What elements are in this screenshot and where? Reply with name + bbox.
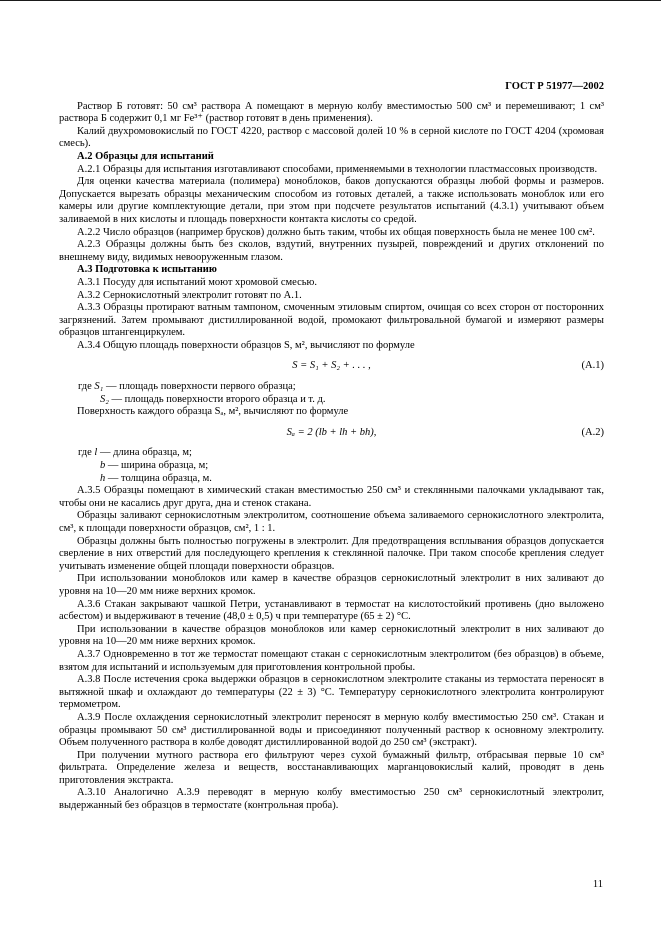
definition-text: — площадь поверхности второго образца и т. д. [108,393,326,405]
definition-text: — ширина образца, м; [105,460,209,472]
definition-variable: b [100,460,106,472]
definition-list [59,447,604,485]
definition-line [59,460,604,473]
paragraph: А.3.5 Образцы помещают в химический стакан вместимостью 250 см³ и стеклянными палочками укладывают так, чтобы они не касались друг друга, дна и стенок стакана. [59,485,604,509]
definition-text: — толщина образца, м. [105,472,212,484]
formula-number: (А.2) [581,426,604,438]
definition-line [59,447,604,460]
paragraph: Поверхность каждого образца Sₐ, м², вычисляют по формуле [77,406,349,418]
paragraph: Образцы заливают сернокислотным электролитом, соотношение объема заливаемого сернокислотного электролита, см³, к площади поверхности образцов, см², 1 : 1. [59,510,604,534]
paragraph: А.3.3 Образцы протирают ватным тампоном, смоченным этиловым спиртом, очищая со всех сторон от посторонних загрязнений. Затем промывают дистиллированной водой, промокают фильтровальной бумагой и измеряют размеры образцов штангенциркулем. [59,302,604,339]
paragraph: А.3.2 Сернокислотный электролит готовят по А.1. [77,289,302,301]
heading-a3: А.3 Подготовка к испытанию [77,264,217,276]
doc-number: ГОСТ Р 51977—2002 [505,81,604,92]
formula-a1 [59,360,604,373]
definition-variable: S₂ [100,393,109,405]
definition-lead: где [78,447,95,459]
definition-variable: l [94,447,98,459]
formula-number: (А.1) [581,360,604,372]
definition-text: — площадь поверхности первого образца; [103,381,296,393]
definition-text: — длина образца, м; [97,447,192,459]
definition-variable: S₁ [94,381,104,393]
definition-variable: h [100,472,106,484]
definition-line [59,394,604,407]
heading-a2: А.2 Образцы для испытаний [77,150,214,162]
paragraph: А.2.1 Образцы для испытания изготавливают способами, применяемыми в технологии пластмассовых производств. [77,163,598,175]
paragraph: Образцы должны быть полностью погружены в электролит. Для предотвращения всплывания образцов допускается сверление в них отверстий для последующего крепления к стеклянной палочке. При таком способе крепления следует учитывать изменение общей площади поверхности образцов. [59,535,604,572]
paragraph: При использовании в качестве образцов моноблоков или камер сернокислотный электролит в них заливают до уровня на 10—20 мм ниже верхних кромок. [59,623,604,648]
paragraph: Калий двухромовокислый по ГОСТ 4220, раствор с массовой долей 10 % в серной кислоте по ГОСТ 4204 (хромовая смесь). [59,125,604,150]
paragraph: При получении мутного раствора его фильтруют через сухой бумажный фильтр, отбрасывая первые 10 см³ фильтрата. Определение железа и веществ, восстанавливающих марганцовокислый калий, проводят в день приготовления экстракта. [59,749,604,786]
paragraph: А.2.3 Образцы должны быть без сколов, вздутий, внутренних пузырей, повреждений и других отклонений по внешнему виду, видимых невооруженным глазом. [59,239,604,263]
paragraph: А.3.10 Аналогично А.3.9 переводят в мерную колбу вместимостью 250 см³ сернокислотный электролит, выдержанный без образцов в термостате (контрольная проба). [59,787,604,812]
formula-a2 [59,427,604,440]
paragraph: А.3.4 Общую площадь поверхности образцов S, м², вычисляют по формуле [77,339,415,351]
paragraph: Раствор Б готовят: 50 см³ раствора А помещают в мерную колбу вместимостью 500 см³ и перемешивают; 1 см³ раствора Б содержит 0,1 мг Fe³⁺ (раствор готовят в день применения). [59,100,604,125]
paragraph: А.2.2 Число образцов (например брусков) должно быть таким, чтобы их общая поверхность была не менее 100 см². [77,226,595,238]
formula-expression: S = S₁ + S₂ + . . . , [292,360,371,372]
paragraph: А.3.7 Одновременно в тот же термостат помещают стакан с сернокислотным электролитом (без образцов) в объеме, взятом для испытаний и используемым для приготовления контрольной пробы. [59,648,604,673]
paragraph: При использовании моноблоков или камер в качестве образцов сернокислотный электролит в них заливают до уровня на 10—20 мм ниже верхних кромок. [59,573,604,597]
definition-lead: где [78,381,95,393]
paragraph: А.3.9 После охлаждения сернокислотный электролит переносят в мерную колбу вместимостью 250 см³. Стакан и образцы промывают 50 см³ дистиллированной воды и присоединяют полученный раствор к основному электролиту. Объем полученного раствора в колбе доводят дистиллированной водой до 250 см³ (экстракт). [59,711,604,749]
paragraph: А.3.8 После истечения срока выдержки образцов в сернокислотном электролите стаканы из термостата переносят в вытяжной шкаф и охлаждают до температуры (22 ± 3) °С. Температуру сернокислотного электролита контролируют термометром. [59,674,604,711]
paragraph: А.3.1 Посуду для испытаний моют хромовой смесью. [77,276,318,288]
definition-line [59,381,604,394]
definition-line [59,473,604,486]
paragraph: А.3.6 Стакан закрывают чашкой Петри, устанавливают в термостат на кислотостойкий противень (дно выложено асбестом) и выдерживают в течение (48,0 ± 0,5) ч при температуре (65 ± 2) °С. [59,598,604,623]
page-number: 11 [592,879,603,891]
formula-expression: Sₐ = 2 (lb + lh + bh), [286,426,377,438]
definition-list [59,381,604,406]
paragraph: Для оценки качества материала (полимера) моноблоков, баков допускаются образцы любой формы и размеров. Допускается вырезать образцы механическим способом из готовых деталей, а также использовать моноблок или его камеры или другие комплектующие детали, при этом при подсчете результатов испытаний (4.3.1) учитывают объем заливаемой в них кислоты и площадь поверхности контакта кислоты со средой. [59,176,604,225]
